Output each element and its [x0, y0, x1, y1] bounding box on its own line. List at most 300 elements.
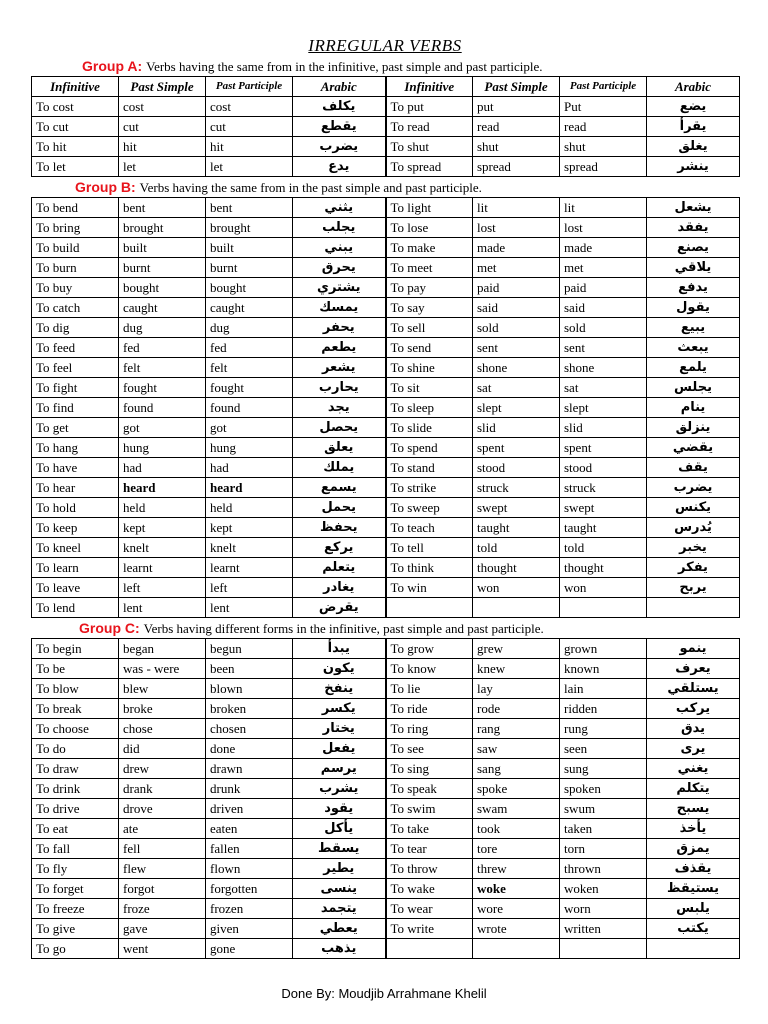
- past-participle-cell: shut: [560, 137, 647, 157]
- past-participle-cell: had: [206, 458, 293, 478]
- infinitive-cell: To do: [32, 739, 119, 759]
- arabic-cell: يركع: [293, 538, 386, 558]
- past-simple-cell: heard: [119, 478, 206, 498]
- arabic-cell: ينزلق: [647, 418, 740, 438]
- past-participle-cell: drawn: [206, 759, 293, 779]
- past-participle-cell: torn: [560, 839, 647, 859]
- past-participle-cell: done: [206, 739, 293, 759]
- table-row: [32, 659, 740, 679]
- infinitive-cell: To kneel: [32, 538, 119, 558]
- table-row: [32, 358, 740, 378]
- infinitive-cell: To break: [32, 699, 119, 719]
- past-participle-cell: stood: [560, 458, 647, 478]
- past-simple-cell: slid: [473, 418, 560, 438]
- infinitive-cell: To freeze: [32, 899, 119, 919]
- past-participle-cell: made: [560, 238, 647, 258]
- infinitive-cell: To learn: [32, 558, 119, 578]
- past-participle-cell: bought: [206, 278, 293, 298]
- infinitive-cell: To blow: [32, 679, 119, 699]
- arabic-cell: يصنع: [647, 238, 740, 258]
- infinitive-cell: To find: [32, 398, 119, 418]
- infinitive-cell: To send: [386, 338, 473, 358]
- past-participle-cell: hit: [206, 137, 293, 157]
- past-simple-cell: told: [473, 538, 560, 558]
- arabic-cell: يضرب: [293, 137, 386, 157]
- infinitive-cell: To catch: [32, 298, 119, 318]
- past-participle-cell: swum: [560, 799, 647, 819]
- past-participle-cell: kept: [206, 518, 293, 538]
- past-participle-cell: rung: [560, 719, 647, 739]
- past-participle-cell: blown: [206, 679, 293, 699]
- infinitive-cell: To shine: [386, 358, 473, 378]
- past-participle-cell: told: [560, 538, 647, 558]
- past-simple-cell: won: [473, 578, 560, 598]
- group-c-label: Group C:: [79, 620, 140, 636]
- past-simple-cell: sent: [473, 338, 560, 358]
- past-simple-cell: knew: [473, 659, 560, 679]
- arabic-cell: يلاقي: [647, 258, 740, 278]
- infinitive-cell: To spend: [386, 438, 473, 458]
- arabic-cell: يقول: [647, 298, 740, 318]
- past-simple-cell: hung: [119, 438, 206, 458]
- group-c-table: [31, 638, 740, 959]
- past-simple-cell: broke: [119, 699, 206, 719]
- arabic-cell: يمسك: [293, 298, 386, 318]
- table-row: [32, 338, 740, 358]
- infinitive-cell: To think: [386, 558, 473, 578]
- arabic-cell: يستلقي: [647, 679, 740, 699]
- table-row: [32, 598, 740, 618]
- past-participle-cell: lit: [560, 198, 647, 218]
- past-participle-cell: forgotten: [206, 879, 293, 899]
- arabic-cell: يحفظ: [293, 518, 386, 538]
- table-row: [32, 839, 740, 859]
- header-past-simple: Past Simple: [473, 77, 560, 97]
- infinitive-cell: To wear: [386, 899, 473, 919]
- arabic-cell: يفعل: [293, 739, 386, 759]
- past-participle-cell: chosen: [206, 719, 293, 739]
- arabic-cell: يقود: [293, 799, 386, 819]
- arabic-cell: يرسم: [293, 759, 386, 779]
- past-simple-cell: kept: [119, 518, 206, 538]
- infinitive-cell: To cost: [32, 97, 119, 117]
- past-simple-cell: gave: [119, 919, 206, 939]
- arabic-cell: يلمع: [647, 358, 740, 378]
- table-row: [32, 458, 740, 478]
- past-participle-cell: spent: [560, 438, 647, 458]
- infinitive-cell: To wake: [386, 879, 473, 899]
- infinitive-cell: To sell: [386, 318, 473, 338]
- past-participle-cell: slept: [560, 398, 647, 418]
- past-participle-cell: found: [206, 398, 293, 418]
- arabic-cell: يغادر: [293, 578, 386, 598]
- infinitive-cell: To fight: [32, 378, 119, 398]
- table-row: [32, 238, 740, 258]
- table-row: [32, 879, 740, 899]
- table-row: [32, 318, 740, 338]
- group-b-label: Group B:: [75, 179, 136, 195]
- arabic-cell: يقذف: [647, 859, 740, 879]
- table-row: [32, 398, 740, 418]
- arabic-cell: يركب: [647, 699, 740, 719]
- infinitive-cell: To build: [32, 238, 119, 258]
- past-simple-cell: felt: [119, 358, 206, 378]
- past-participle-cell: broken: [206, 699, 293, 719]
- infinitive-cell: To strike: [386, 478, 473, 498]
- group-c-description: Verbs having different forms in the infinitive, past simple and past participle.: [143, 621, 544, 636]
- group-a-heading: [31, 56, 739, 76]
- infinitive-cell: To say: [386, 298, 473, 318]
- arabic-cell: يكتب: [647, 919, 740, 939]
- past-simple-cell: lent: [119, 598, 206, 618]
- past-participle-cell: taught: [560, 518, 647, 538]
- arabic-cell: يُدرس: [647, 518, 740, 538]
- group-a-description: Verbs having the same from in the infinitive, past simple and past participle.: [146, 59, 543, 74]
- past-simple-cell: let: [119, 157, 206, 177]
- group-a-table: [31, 76, 740, 177]
- past-simple-cell: wrote: [473, 919, 560, 939]
- past-participle-cell: built: [206, 238, 293, 258]
- past-simple-cell: drove: [119, 799, 206, 819]
- past-simple-cell: shone: [473, 358, 560, 378]
- infinitive-cell: To pay: [386, 278, 473, 298]
- arabic-cell: ينشر: [647, 157, 740, 177]
- header-infinitive: Infinitive: [386, 77, 473, 97]
- arabic-cell: يجلس: [647, 378, 740, 398]
- past-participle-cell: struck: [560, 478, 647, 498]
- infinitive-cell: To teach: [386, 518, 473, 538]
- arabic-cell: يدفع: [647, 278, 740, 298]
- past-simple-cell: found: [119, 398, 206, 418]
- past-participle-cell: spread: [560, 157, 647, 177]
- arabic-cell: يجلب: [293, 218, 386, 238]
- arabic-cell: يسبح: [647, 799, 740, 819]
- past-simple-cell: drew: [119, 759, 206, 779]
- past-simple-cell: got: [119, 418, 206, 438]
- past-simple-cell: made: [473, 238, 560, 258]
- table-row: [32, 378, 740, 398]
- infinitive-cell: To fall: [32, 839, 119, 859]
- past-simple-cell: paid: [473, 278, 560, 298]
- header-arabic: Arabic: [647, 77, 740, 97]
- arabic-cell: يأخذ: [647, 819, 740, 839]
- page-title: IRREGULAR VERBS: [308, 36, 462, 55]
- infinitive-cell: To burn: [32, 258, 119, 278]
- table-row: [32, 759, 740, 779]
- infinitive-cell: To shut: [386, 137, 473, 157]
- arabic-cell: يضع: [647, 97, 740, 117]
- past-participle-cell: dug: [206, 318, 293, 338]
- past-simple-cell: burnt: [119, 258, 206, 278]
- past-participle-cell: frozen: [206, 899, 293, 919]
- past-participle-cell: known: [560, 659, 647, 679]
- infinitive-cell: To light: [386, 198, 473, 218]
- arabic-cell: يشعل: [647, 198, 740, 218]
- past-simple-cell: taught: [473, 518, 560, 538]
- past-simple-cell: spent: [473, 438, 560, 458]
- arabic-cell: يسمع: [293, 478, 386, 498]
- header-infinitive: Infinitive: [32, 77, 119, 97]
- infinitive-cell: To lie: [386, 679, 473, 699]
- infinitive-cell: To draw: [32, 759, 119, 779]
- verbs-sheet: [31, 36, 739, 959]
- past-participle-cell: fallen: [206, 839, 293, 859]
- past-participle-cell: begun: [206, 639, 293, 659]
- arabic-cell: يدع: [293, 157, 386, 177]
- arabic-cell: ينام: [647, 398, 740, 418]
- table-row: [32, 739, 740, 759]
- past-simple-cell: read: [473, 117, 560, 137]
- footer-credit: Done By: Moudjib Arrahmane Khelil: [281, 986, 487, 1001]
- past-simple-cell: began: [119, 639, 206, 659]
- past-simple-cell: sang: [473, 759, 560, 779]
- past-simple-cell: lit: [473, 198, 560, 218]
- infinitive-cell: To cut: [32, 117, 119, 137]
- table-row: [32, 578, 740, 598]
- past-simple-cell: froze: [119, 899, 206, 919]
- past-simple-cell: struck: [473, 478, 560, 498]
- table-row: [32, 278, 740, 298]
- past-participle-cell: driven: [206, 799, 293, 819]
- past-simple-cell: slept: [473, 398, 560, 418]
- arabic-cell: يربح: [647, 578, 740, 598]
- table-row: [32, 939, 740, 959]
- past-simple-cell: drank: [119, 779, 206, 799]
- arabic-cell: يخبر: [647, 538, 740, 558]
- past-participle-cell: bent: [206, 198, 293, 218]
- arabic-cell: يمزق: [647, 839, 740, 859]
- past-simple-cell: sold: [473, 318, 560, 338]
- table-row: [32, 558, 740, 578]
- past-participle-cell: worn: [560, 899, 647, 919]
- past-participle-cell: sent: [560, 338, 647, 358]
- arabic-cell: يكسر: [293, 699, 386, 719]
- table-row: [32, 719, 740, 739]
- past-participle-cell: lent: [206, 598, 293, 618]
- past-participle-cell: left: [206, 578, 293, 598]
- past-simple-cell: spoke: [473, 779, 560, 799]
- past-participle-cell: sat: [560, 378, 647, 398]
- arabic-cell: يفقد: [647, 218, 740, 238]
- infinitive-cell: To forget: [32, 879, 119, 899]
- past-participle-cell: [560, 939, 647, 959]
- past-participle-cell: held: [206, 498, 293, 518]
- past-simple-cell: brought: [119, 218, 206, 238]
- arabic-cell: يتجمد: [293, 899, 386, 919]
- infinitive-cell: To leave: [32, 578, 119, 598]
- past-participle-cell: thought: [560, 558, 647, 578]
- table-row: [32, 438, 740, 458]
- past-participle-cell: felt: [206, 358, 293, 378]
- infinitive-cell: To tell: [386, 538, 473, 558]
- past-simple-cell: lay: [473, 679, 560, 699]
- past-participle-cell: Put: [560, 97, 647, 117]
- past-participle-cell: read: [560, 117, 647, 137]
- header-past-simple: Past Simple: [119, 77, 206, 97]
- past-participle-cell: shone: [560, 358, 647, 378]
- arabic-cell: يقف: [647, 458, 740, 478]
- arabic-cell: يدق: [647, 719, 740, 739]
- infinitive-cell: To hold: [32, 498, 119, 518]
- past-participle-cell: lost: [560, 218, 647, 238]
- past-simple-cell: woke: [473, 879, 560, 899]
- infinitive-cell: To slide: [386, 418, 473, 438]
- table-row: [32, 639, 740, 659]
- infinitive-cell: To throw: [386, 859, 473, 879]
- arabic-cell: يبدأ: [293, 639, 386, 659]
- past-simple-cell: wore: [473, 899, 560, 919]
- header-past-participle: Past Participle: [206, 77, 293, 97]
- group-b-table: [31, 197, 740, 618]
- past-simple-cell: bought: [119, 278, 206, 298]
- past-simple-cell: took: [473, 819, 560, 839]
- arabic-cell: ينسى: [293, 879, 386, 899]
- arabic-cell: يذهب: [293, 939, 386, 959]
- past-participle-cell: fed: [206, 338, 293, 358]
- past-simple-cell: had: [119, 458, 206, 478]
- table-row: [32, 117, 740, 137]
- header-past-participle: Past Participle: [560, 77, 647, 97]
- past-participle-cell: swept: [560, 498, 647, 518]
- past-participle-cell: met: [560, 258, 647, 278]
- arabic-cell: يثني: [293, 198, 386, 218]
- table-row: [32, 478, 740, 498]
- arabic-cell: يفكر: [647, 558, 740, 578]
- arabic-cell: يطعم: [293, 338, 386, 358]
- table-row: [32, 198, 740, 218]
- infinitive-cell: To buy: [32, 278, 119, 298]
- past-participle-cell: let: [206, 157, 293, 177]
- past-participle-cell: been: [206, 659, 293, 679]
- arabic-cell: يطير: [293, 859, 386, 879]
- past-simple-cell: fed: [119, 338, 206, 358]
- past-simple-cell: thought: [473, 558, 560, 578]
- arabic-cell: يبيع: [647, 318, 740, 338]
- past-simple-cell: swept: [473, 498, 560, 518]
- past-participle-cell: won: [560, 578, 647, 598]
- past-simple-cell: fell: [119, 839, 206, 859]
- past-simple-cell: held: [119, 498, 206, 518]
- past-simple-cell: tore: [473, 839, 560, 859]
- infinitive-cell: To be: [32, 659, 119, 679]
- infinitive-cell: To go: [32, 939, 119, 959]
- past-participle-cell: paid: [560, 278, 647, 298]
- infinitive-cell: To hang: [32, 438, 119, 458]
- infinitive-cell: To feed: [32, 338, 119, 358]
- infinitive-cell: To sweep: [386, 498, 473, 518]
- past-simple-cell: sat: [473, 378, 560, 398]
- infinitive-cell: To read: [386, 117, 473, 137]
- group-b-heading: [31, 177, 739, 197]
- past-simple-cell: dug: [119, 318, 206, 338]
- arabic-cell: يشعر: [293, 358, 386, 378]
- infinitive-cell: To bend: [32, 198, 119, 218]
- past-simple-cell: cut: [119, 117, 206, 137]
- past-participle-cell: ridden: [560, 699, 647, 719]
- infinitive-cell: To swim: [386, 799, 473, 819]
- arabic-cell: يحصل: [293, 418, 386, 438]
- arabic-cell: يعلق: [293, 438, 386, 458]
- arabic-cell: يسقط: [293, 839, 386, 859]
- past-participle-cell: spoken: [560, 779, 647, 799]
- past-participle-cell: sold: [560, 318, 647, 338]
- infinitive-cell: [386, 939, 473, 959]
- arabic-cell: يرى: [647, 739, 740, 759]
- past-participle-cell: slid: [560, 418, 647, 438]
- past-participle-cell: lain: [560, 679, 647, 699]
- past-simple-cell: flew: [119, 859, 206, 879]
- past-participle-cell: heard: [206, 478, 293, 498]
- arabic-cell: يستيقظ: [647, 879, 740, 899]
- arabic-cell: يبعث: [647, 338, 740, 358]
- infinitive-cell: To choose: [32, 719, 119, 739]
- past-participle-cell: thrown: [560, 859, 647, 879]
- infinitive-cell: To keep: [32, 518, 119, 538]
- infinitive-cell: To dig: [32, 318, 119, 338]
- arabic-cell: يتعلم: [293, 558, 386, 578]
- past-simple-cell: saw: [473, 739, 560, 759]
- past-simple-cell: said: [473, 298, 560, 318]
- arabic-cell: يقرأ: [647, 117, 740, 137]
- arabic-cell: يحرق: [293, 258, 386, 278]
- infinitive-cell: To let: [32, 157, 119, 177]
- group-c-heading: [31, 618, 739, 638]
- infinitive-cell: To fly: [32, 859, 119, 879]
- arabic-cell: يقطع: [293, 117, 386, 137]
- header-arabic: Arabic: [293, 77, 386, 97]
- past-simple-cell: forgot: [119, 879, 206, 899]
- arabic-cell: يختار: [293, 719, 386, 739]
- table-row: [32, 298, 740, 318]
- arabic-cell: يلبس: [647, 899, 740, 919]
- infinitive-cell: To drink: [32, 779, 119, 799]
- past-participle-cell: hung: [206, 438, 293, 458]
- table-row: [32, 418, 740, 438]
- table-row: [32, 258, 740, 278]
- past-participle-cell: got: [206, 418, 293, 438]
- past-participle-cell: said: [560, 298, 647, 318]
- past-simple-cell: rode: [473, 699, 560, 719]
- past-simple-cell: did: [119, 739, 206, 759]
- past-simple-cell: was - were: [119, 659, 206, 679]
- arabic-cell: [647, 598, 740, 618]
- table-row: [32, 538, 740, 558]
- infinitive-cell: To know: [386, 659, 473, 679]
- past-simple-cell: learnt: [119, 558, 206, 578]
- table-row: [32, 799, 740, 819]
- table-row: [32, 157, 740, 177]
- infinitive-cell: To write: [386, 919, 473, 939]
- infinitive-cell: To speak: [386, 779, 473, 799]
- group-b-description: Verbs having the same from in the past simple and past participle.: [139, 180, 482, 195]
- arabic-cell: يجد: [293, 398, 386, 418]
- infinitive-cell: To meet: [386, 258, 473, 278]
- infinitive-cell: To spread: [386, 157, 473, 177]
- past-participle-cell: gone: [206, 939, 293, 959]
- past-participle-cell: woken: [560, 879, 647, 899]
- arabic-cell: يحفر: [293, 318, 386, 338]
- infinitive-cell: To make: [386, 238, 473, 258]
- past-simple-cell: spread: [473, 157, 560, 177]
- past-simple-cell: built: [119, 238, 206, 258]
- infinitive-cell: To stand: [386, 458, 473, 478]
- arabic-cell: يأكل: [293, 819, 386, 839]
- table-row: [32, 859, 740, 879]
- past-simple-cell: [473, 939, 560, 959]
- past-simple-cell: grew: [473, 639, 560, 659]
- past-participle-cell: knelt: [206, 538, 293, 558]
- table-row: [32, 679, 740, 699]
